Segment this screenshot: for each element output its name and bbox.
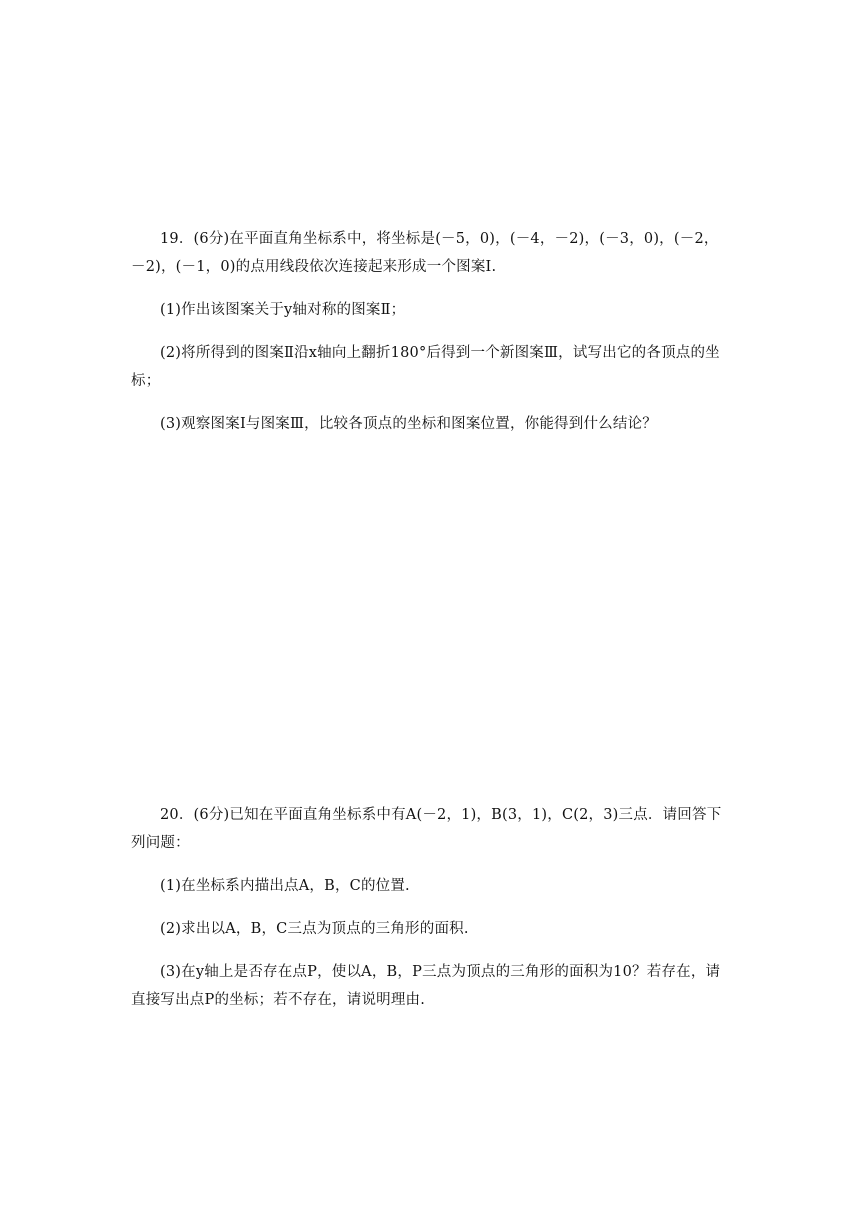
problem-19 bbox=[131, 225, 733, 438]
problem-20-stem: 20．(6分)已知在平面直角坐标系中有A(－2，1)，B(3，1)，C(2，3)三点．请回答下列问题： bbox=[131, 807, 722, 851]
problem-19-part-3: (3)观察图案Ⅰ与图案Ⅲ，比较各顶点的坐标和图案位置，你能得到什么结论？ bbox=[160, 416, 657, 432]
problem-19-part-1: (1)作出该图案关于y轴对称的图案Ⅱ； bbox=[160, 302, 406, 318]
problem-19-part-2: (2)将所得到的图案Ⅱ沿x轴向上翻折180°后得到一个新图案Ⅲ，试写出它的各顶点的坐标； bbox=[131, 345, 720, 389]
problem-20-part-1: (1)在坐标系内描出点A，B，C的位置. bbox=[160, 878, 410, 894]
problem-20 bbox=[131, 801, 733, 1014]
problem-20-part-3: (3)在y轴上是否存在点P，使以A，B，P三点为顶点的三角形的面积为10？若存在，请直接写出点P的坐标；若不存在，请说明理由. bbox=[131, 964, 721, 1008]
problem-20-part-2: (2)求出以A，B，C三点为顶点的三角形的面积. bbox=[160, 921, 469, 937]
problem-19-stem: 19．(6分)在平面直角坐标系中，将坐标是(－5，0)，(－4，－2)，(－3，0)，(－2，－2)，(－1，0)的点用线段依次连接起来形成一个图案Ⅰ. bbox=[131, 231, 719, 275]
